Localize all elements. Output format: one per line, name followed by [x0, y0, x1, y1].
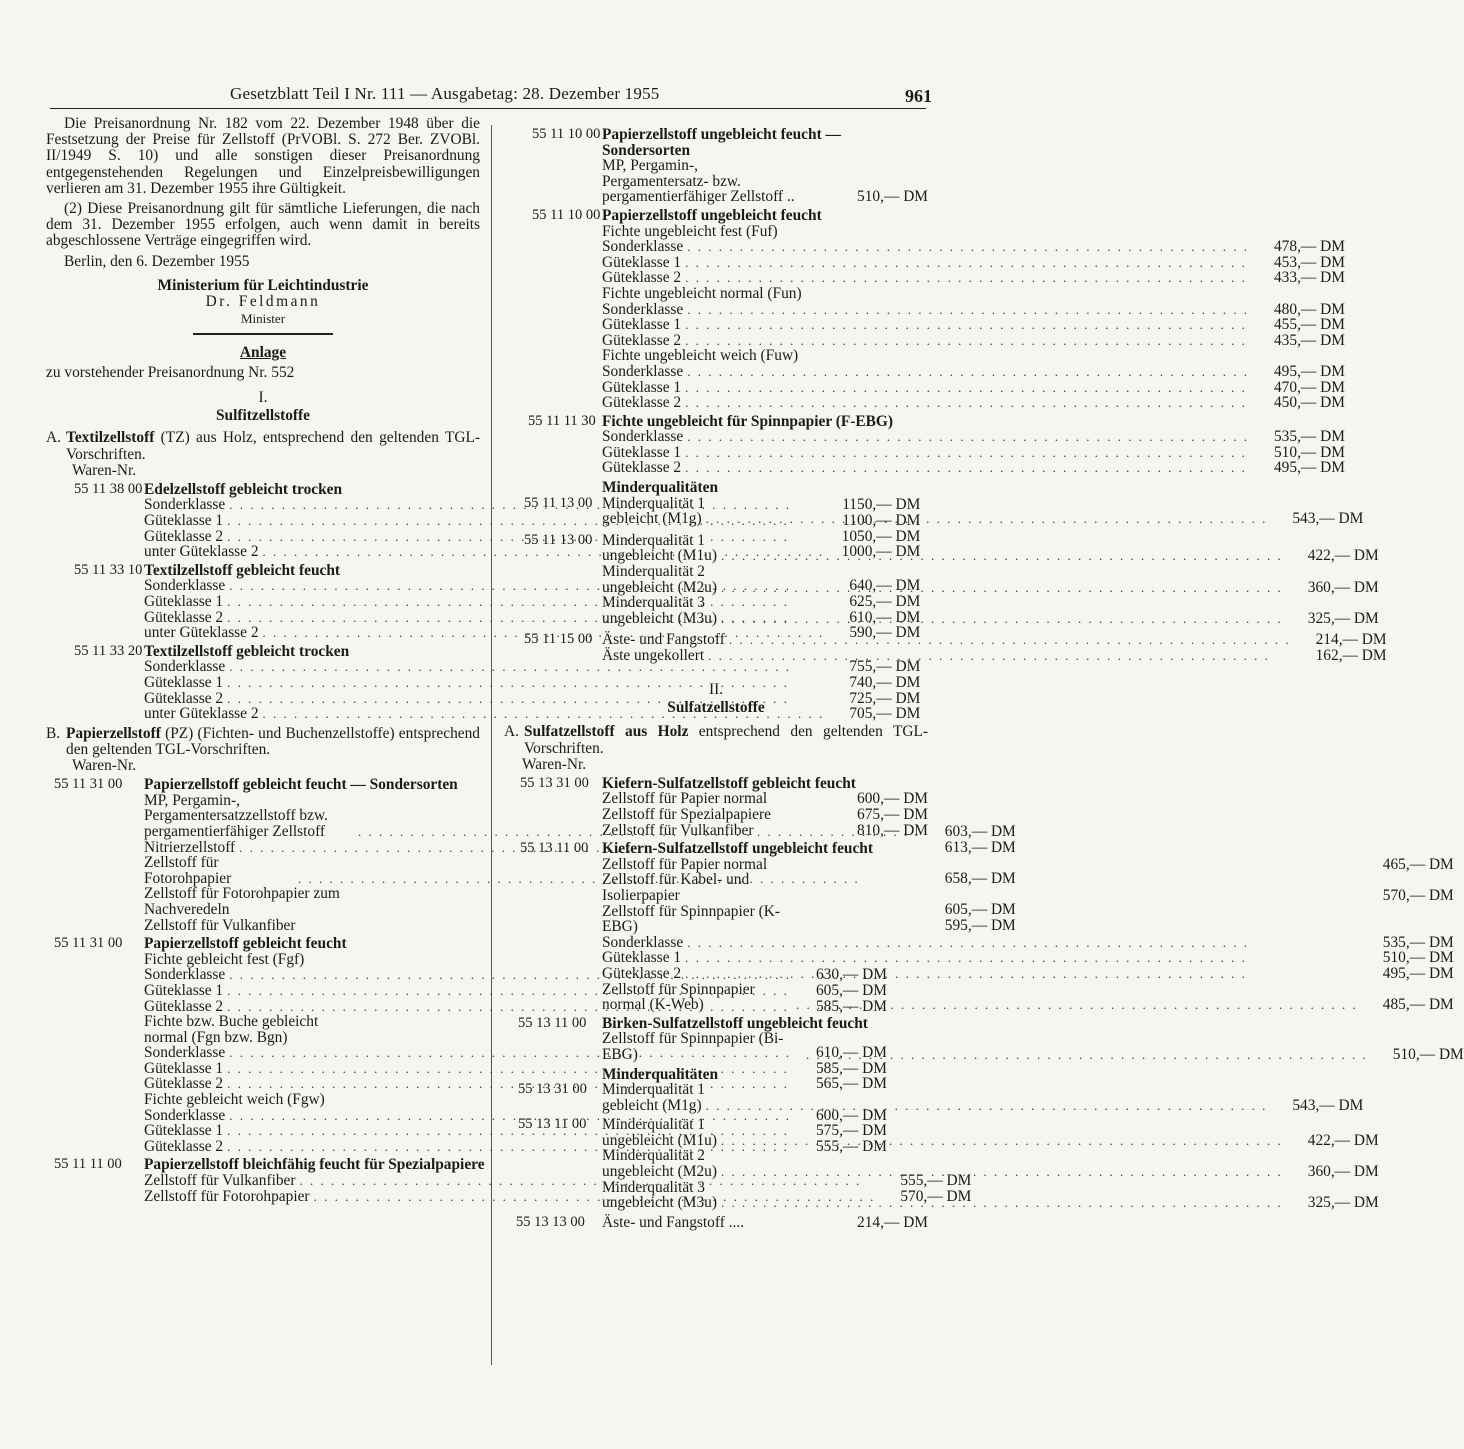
- section-a-bold: Textilzellstoff: [66, 429, 155, 447]
- row-price: 605,— DM: [815, 981, 887, 999]
- row-price: 603,— DM: [944, 822, 1016, 840]
- price-row: [602, 632, 1387, 648]
- minder-heading-2: Minderqualitäten: [602, 1065, 719, 1083]
- entry-code: 55 13 11 00: [518, 1014, 587, 1031]
- row-price: 510,— DM: [1382, 949, 1454, 967]
- row-label: Güteklasse 1: [602, 316, 682, 334]
- entry-code: 55 11 31 00: [54, 935, 123, 952]
- row-price: 433,— DM: [1273, 269, 1345, 287]
- entry-title: Papierzellstoff ungebleicht feucht — Sondersorten: [602, 126, 841, 159]
- row-price: 465,— DM: [1382, 855, 1454, 873]
- row-label: Zellstoff für Fotorohpapier: [144, 1187, 310, 1205]
- row-label: Güteklasse 2: [144, 527, 224, 545]
- row-price: 510,— DM: [1392, 1045, 1464, 1063]
- entry-code: 55 11 33 10: [74, 561, 143, 578]
- entry-title: Edelzellstoff gebleicht trocken: [144, 480, 343, 498]
- row-price: 422,— DM: [1307, 547, 1379, 565]
- row-price: 658,— DM: [944, 869, 1016, 887]
- price-entry: [504, 631, 1387, 664]
- minder-heading: Minderqualitäten: [602, 479, 719, 497]
- row-label: Güteklasse 1: [602, 949, 682, 967]
- section-2-number: II.: [708, 680, 724, 698]
- group-heading: Fichte gebleicht fest (Fgf): [144, 950, 305, 968]
- row-price: 725,— DM: [849, 689, 921, 707]
- entry-title: Kiefern-Sulfatzellstoff ungebleicht feucht: [602, 840, 873, 858]
- row-label: gebleicht (M1g): [602, 510, 702, 528]
- row-price: 600,— DM: [815, 1106, 887, 1124]
- section-a-letter: A.: [46, 429, 61, 447]
- price-row: [602, 429, 1345, 445]
- row-label: Güteklasse 2: [602, 394, 682, 412]
- row-label: Güteklasse 2: [144, 689, 224, 707]
- row-label: Sonderklasse: [602, 362, 684, 380]
- price-row: [602, 577, 1379, 596]
- row-label: Minderqualität 1: [602, 1116, 706, 1134]
- anlage-heading: Anlage: [239, 344, 287, 362]
- row-price: 640,— DM: [849, 577, 921, 595]
- price-entry: [504, 206, 1345, 412]
- entry-title: Fichte ungebleicht für Spinnpapier (F-EBG): [602, 412, 894, 430]
- row-price: 555,— DM: [900, 1172, 972, 1190]
- entry-title: Papierzellstoff gebleicht feucht — Sondersorten: [144, 776, 458, 794]
- group-heading: Fichte ungebleicht fest (Fuf): [602, 222, 778, 240]
- price-row: [602, 608, 1379, 627]
- row-price: 495,— DM: [1273, 459, 1345, 477]
- row-label: Nitrierzellstoff: [144, 838, 236, 856]
- row-price: 510,— DM: [857, 188, 928, 206]
- entry-code: 55 11 13 00: [524, 494, 593, 511]
- row-label: Minderqualität 1: [602, 531, 706, 549]
- row-price: 485,— DM: [1382, 996, 1454, 1014]
- row-label: Güteklasse 1: [602, 443, 682, 461]
- row-label: ungebleicht (M3u): [602, 609, 717, 627]
- row-label: Zellstoff für Fotorohpapier zum Nachveredeln: [144, 885, 340, 918]
- section-b-letter: B.: [46, 724, 61, 742]
- entry-code: 55 11 11 00: [54, 1156, 122, 1173]
- section-a-text: (TZ) aus Holz, entsprechend den geltenden TGL-Vorschriften.: [66, 429, 480, 463]
- price-row: [602, 380, 1345, 396]
- row-price: 570,— DM: [1382, 886, 1454, 904]
- price-entry: [504, 127, 928, 205]
- row-label: Güteklasse 2: [602, 459, 682, 477]
- signer-name: Dr. Feldmann: [205, 293, 321, 311]
- row-label: Äste ungekollert: [602, 647, 705, 664]
- price-row: [602, 648, 1387, 664]
- row-label: Äste- und Fangstoff: [602, 631, 725, 649]
- row-label: Güteklasse 1: [144, 593, 224, 611]
- price-row: [602, 1164, 1379, 1180]
- place-date: Berlin, den 6. Dezember 1955: [64, 252, 250, 270]
- page-header: [48, 84, 932, 108]
- row-label: Sonderklasse: [144, 577, 226, 595]
- signer-title: Minister: [240, 310, 286, 326]
- price-row: [602, 950, 1454, 966]
- row-label: Güteklasse 1: [144, 1122, 224, 1140]
- price-row: [602, 255, 1345, 271]
- row-label: ungebleicht (M1u): [602, 547, 717, 565]
- row-label: ungebleicht (M2u): [602, 578, 717, 596]
- row-label: Güteklasse 2: [602, 964, 682, 982]
- row-price: 610,— DM: [815, 1044, 887, 1062]
- row-label: Minderqualität 1: [602, 1081, 706, 1099]
- row-price: 740,— DM: [849, 674, 921, 691]
- row-price: 595,— DM: [944, 916, 1016, 934]
- row-label: ungebleicht (M2u): [602, 1163, 717, 1181]
- waren-nr-label-3: Waren-Nr.: [522, 755, 587, 773]
- row-price: 555,— DM: [815, 1137, 887, 1155]
- row-label: ungebleicht (M1u): [602, 1131, 717, 1149]
- row-label: Minderqualität 3: [602, 594, 706, 612]
- row-label: ungebleicht (M3u): [602, 1194, 717, 1212]
- row-label: Minderqualität 3: [602, 1178, 706, 1196]
- entry-code: 55 13 11 00: [518, 1116, 587, 1133]
- entry-code: 55 11 31 00: [54, 776, 123, 793]
- section-2a-heading: [504, 724, 928, 756]
- price-entry: [504, 531, 1379, 627]
- row-label: Güteklasse 2: [602, 331, 682, 349]
- entry-title: Birken-Sulfatzellstoff ungebleicht feucht: [602, 1014, 868, 1032]
- entry-code: 55 13 31 00: [520, 774, 589, 791]
- row-label: Sonderklasse: [144, 1044, 226, 1062]
- price-row: [602, 1031, 1464, 1062]
- row-price: 422,— DM: [1307, 1131, 1379, 1149]
- row-price: 535,— DM: [1273, 428, 1345, 446]
- row-price: 435,— DM: [1273, 331, 1345, 349]
- price-row: [602, 460, 1345, 476]
- row-label: Güteklasse 1: [602, 253, 682, 271]
- row-label: Sonderklasse: [602, 933, 684, 951]
- price-row: [602, 364, 1345, 380]
- price-row: [602, 1195, 1379, 1211]
- waren-nr-label: Waren-Nr.: [72, 461, 137, 479]
- row-label: Minderqualität 2: [602, 1147, 706, 1165]
- row-label: Sonderklasse: [602, 238, 684, 256]
- validity-paragraph: (2) Diese Preisanordnung gilt für sämtliche Lieferungen, die nach dem 31. Dezember 1955 erfolgen, auch wenn damit in bereits abgeschlossene Verträge eingegriffen wird.: [46, 200, 480, 250]
- row-label: Zellstoff für Vulkanfiber: [144, 916, 296, 934]
- section-1-number: I.: [258, 388, 268, 406]
- entry-code: 55 11 13 00: [524, 531, 593, 548]
- entry-code: 55 11 10 00: [532, 126, 601, 142]
- row-label: Zellstoff für Spinnpapier (Bi-EBG): [602, 1030, 784, 1063]
- price-row: [602, 302, 1345, 318]
- row-price: 543,— DM: [1292, 1096, 1364, 1114]
- row-label: Sonderklasse: [144, 496, 226, 514]
- row-label: Zellstoff für Kabel- und Isolierpapier: [602, 871, 750, 904]
- entry-title: Textilzellstoff gebleicht feucht: [144, 561, 341, 579]
- row-price: 565,— DM: [815, 1075, 887, 1093]
- price-entry: [504, 1081, 1364, 1114]
- row-price: 755,— DM: [849, 658, 921, 676]
- ministry-name: Ministerium für Leichtindustrie: [157, 276, 369, 294]
- row-label: Güteklasse 1: [144, 674, 224, 691]
- price-entry: [504, 776, 928, 838]
- entry-code: 55 13 31 00: [518, 1081, 587, 1098]
- price-row: [602, 857, 1454, 873]
- row-label: Zellstoff für Vulkanfiber: [144, 1172, 296, 1190]
- row-price: 585,— DM: [815, 1059, 887, 1077]
- row-price: 625,— DM: [849, 593, 921, 611]
- row-price: 360,— DM: [1307, 1163, 1379, 1181]
- row-price: 675,— DM: [857, 806, 928, 823]
- price-entry: [504, 494, 1364, 530]
- row-label: Güteklasse 1: [144, 981, 224, 999]
- row-price: 535,— DM: [1382, 933, 1454, 951]
- row-price: 162,— DM: [1315, 647, 1387, 664]
- price-row: [602, 158, 928, 205]
- row-label: Güteklasse 1: [144, 512, 224, 530]
- section-2a-text: entsprechend den geltenden TGL-Vorschriften.: [524, 723, 928, 757]
- minder-heading-row-2: [504, 1067, 928, 1083]
- row-label: unter Güteklasse 2: [144, 543, 259, 561]
- row-label: unter Güteklasse 2: [144, 705, 259, 723]
- group-heading: Fichte ungebleicht normal (Fun): [602, 284, 802, 302]
- row-label: Zellstoff für Vulkanfiber: [602, 821, 754, 839]
- row-label: Zellstoff für Spinnpapier (K-EBG): [602, 902, 780, 936]
- row-price: 570,— DM: [900, 1187, 972, 1205]
- row-price: 470,— DM: [1273, 378, 1345, 396]
- row-price: 495,— DM: [1382, 964, 1454, 982]
- row-label: Minderqualität 1: [602, 494, 706, 512]
- entry-title: Papierzellstoff ungebleicht feucht: [602, 206, 822, 224]
- row-price: 543,— DM: [1292, 510, 1364, 528]
- header-rule: [50, 108, 926, 109]
- section-b-heading: [46, 726, 480, 758]
- row-label: Sonderklasse: [144, 658, 226, 676]
- row-price: 810,— DM: [857, 821, 928, 839]
- price-row: [602, 395, 1345, 411]
- entry-title: Papierzellstoff bleichfähig feucht für Spezialpapiere: [144, 1156, 485, 1174]
- page-number: 961: [905, 86, 932, 106]
- row-label: MP, Pergamin-, Pergamentersatzzellstoff bzw. pergamentierfähiger Zellstoff: [144, 791, 328, 840]
- row-label: Zellstoff für Spinnpapier normal (K-Web): [602, 980, 755, 1014]
- row-price: 450,— DM: [1273, 394, 1345, 412]
- row-price: 1000,— DM: [841, 543, 921, 561]
- row-label: Sonderklasse: [144, 966, 226, 984]
- price-row: [602, 333, 1345, 349]
- section-2a-bold: Sulfatzellstoff aus Holz: [524, 723, 689, 741]
- row-label: Güteklasse 1: [602, 378, 682, 396]
- section-b-text: (PZ) (Fichten- und Buchenzellstoffe) entsprechend den geltenden TGL-Vorschriften.: [66, 724, 480, 758]
- price-row: [602, 548, 1379, 564]
- row-price: 325,— DM: [1307, 1194, 1379, 1212]
- price-row: [602, 966, 1454, 982]
- entry-code: 55 11 38 00: [74, 480, 143, 497]
- row-price: 510,— DM: [1273, 443, 1345, 461]
- entry-code: 55 11 11 30: [528, 412, 596, 429]
- row-label: Güteklasse 2: [602, 269, 682, 287]
- row-price: 214,— DM: [1315, 631, 1387, 649]
- row-label: Güteklasse 2: [144, 1137, 224, 1155]
- price-row: [602, 982, 1454, 1013]
- row-price: 610,— DM: [849, 608, 921, 626]
- row-price: 1100,— DM: [842, 512, 921, 530]
- row-price: 325,— DM: [1307, 609, 1379, 627]
- price-entry: [504, 1215, 928, 1231]
- waren-nr-label-2: Waren-Nr.: [72, 757, 137, 775]
- group-heading: Fichte gebleicht weich (Fgw): [144, 1091, 325, 1109]
- price-row: [602, 823, 928, 839]
- entry-title: Kiefern-Sulfatzellstoff gebleicht feucht: [602, 774, 856, 792]
- row-label: MP, Pergamin-, Pergamentersatz- bzw. pergamentierfähiger Zellstoff ..: [602, 157, 795, 206]
- row-label: Güteklasse 2: [144, 1075, 224, 1093]
- row-label: Äste- und Fangstoff ....: [602, 1213, 745, 1231]
- row-price: 630,— DM: [815, 966, 887, 984]
- row-price: 613,— DM: [944, 838, 1016, 856]
- price-row: [602, 270, 1345, 286]
- row-price: 600,— DM: [857, 790, 928, 808]
- row-label: Zellstoff für Fotorohpapier: [144, 854, 232, 887]
- price-row: [602, 807, 928, 823]
- section-1-title: Sulfitzellstoffe: [215, 407, 311, 425]
- row-price: 455,— DM: [1273, 316, 1345, 334]
- entry-code: 55 13 13 00: [516, 1213, 585, 1230]
- intro-paragraph: Die Preisanordnung Nr. 182 vom 22. Dezember 1948 über die Festsetzung der Preise für Zellstoff (PrVOBl. S. 272 Ber. ZVOBl. II/1949 S. 10) und alle sonstigen dieser Preisanordnung entgegenstehenden Regelungen und Einzelpreisbewilligungen verlieren am 31. Dezember 1955 ihre Gültigkeit.: [46, 115, 480, 197]
- price-row: [602, 791, 928, 807]
- row-price: 1050,— DM: [841, 527, 921, 545]
- price-row: [602, 510, 1364, 530]
- row-price: 590,— DM: [849, 624, 921, 642]
- row-price: 585,— DM: [815, 997, 887, 1015]
- row-price: 575,— DM: [815, 1122, 887, 1140]
- row-label: Sonderklasse: [602, 300, 684, 318]
- group-heading: Fichte bzw. Buche gebleicht normal (Fgn bzw. Bgn): [144, 1013, 319, 1046]
- price-row: [602, 935, 1454, 951]
- section-2-title: Sulfatzellstoffe: [667, 699, 765, 716]
- section-b-bold: Papierzellstoff: [66, 724, 161, 742]
- row-label: Zellstoff für Spezialpapiere: [602, 806, 771, 823]
- price-entry: [504, 1014, 1464, 1063]
- price-row: [602, 445, 1345, 461]
- section-2a-letter: A.: [504, 723, 519, 741]
- group-heading: Fichte ungebleicht weich (Fuw): [602, 347, 799, 365]
- header-title: Gesetzblatt Teil I Nr. 111 — Ausgabetag: 28. Dezember 1955: [230, 84, 660, 103]
- entry-code: 55 11 10 00: [532, 206, 601, 223]
- row-price: 214,— DM: [857, 1213, 928, 1231]
- price-row: [602, 1215, 928, 1231]
- row-label: Minderqualität 2: [602, 563, 706, 581]
- price-row: [602, 1098, 1363, 1114]
- row-price: 480,— DM: [1273, 300, 1345, 318]
- row-label: Zellstoff für Papier normal: [602, 790, 768, 808]
- row-price: 605,— DM: [944, 900, 1016, 918]
- price-row: [602, 239, 1345, 255]
- entry-code: 55 11 15 00: [524, 631, 593, 648]
- entry-title: Papierzellstoff gebleicht feucht: [144, 935, 347, 953]
- signature-rule: [193, 333, 333, 335]
- row-price: 360,— DM: [1307, 578, 1379, 596]
- entry-code: 55 11 33 20: [74, 642, 143, 659]
- minder-heading-row: [504, 480, 928, 496]
- row-label: Güteklasse 2: [144, 997, 224, 1015]
- row-label: Güteklasse 1: [144, 1059, 224, 1077]
- entry-title: Textilzellstoff gebleicht trocken: [144, 642, 350, 660]
- row-label: gebleicht (M1g): [602, 1096, 702, 1114]
- price-entry: [504, 412, 1345, 477]
- row-label: Zellstoff für Papier normal: [602, 855, 768, 873]
- price-row: [602, 317, 1345, 333]
- row-price: 453,— DM: [1273, 253, 1345, 271]
- row-label: Sonderklasse: [144, 1106, 226, 1124]
- price-row: [602, 1133, 1379, 1149]
- row-price: 705,— DM: [849, 705, 921, 723]
- row-price: 1150,— DM: [842, 496, 921, 514]
- price-row: [602, 869, 1454, 904]
- row-price: 478,— DM: [1273, 238, 1345, 256]
- row-label: Sonderklasse: [602, 428, 684, 446]
- row-label: unter Güteklasse 2: [144, 624, 259, 642]
- entry-code: 55 13 11 00: [520, 840, 589, 857]
- section-a-heading: [46, 430, 480, 462]
- anlage-subtitle: zu vorstehender Preisanordnung Nr. 552: [46, 364, 295, 382]
- row-label: Güteklasse 2: [144, 608, 224, 626]
- row-price: 495,— DM: [1273, 362, 1345, 380]
